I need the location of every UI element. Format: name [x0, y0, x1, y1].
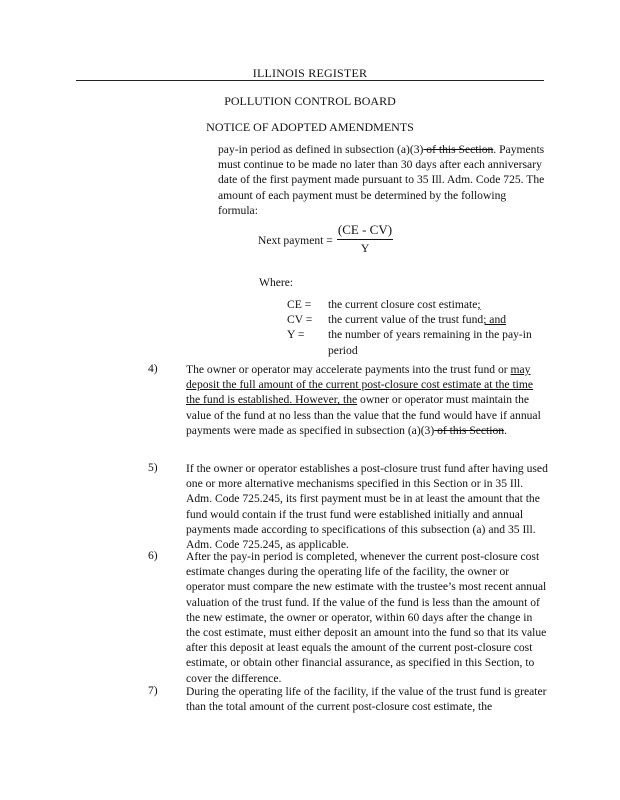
- definition-inserted: ; and: [483, 313, 507, 327]
- cont-text-1: pay-in period as defined in subsection (a)(3): [218, 143, 424, 156]
- formula-denominator: Y: [360, 242, 370, 255]
- formula-label: Next payment =: [258, 234, 333, 247]
- fraction-bar: [337, 239, 393, 240]
- definition-text: [328, 312, 557, 327]
- register-title: ILLINOIS REGISTER: [252, 66, 368, 80]
- notice-title: NOTICE OF ADOPTED AMENDMENTS: [206, 120, 414, 134]
- board-title: POLLUTION CONTROL BOARD: [224, 94, 396, 108]
- item-text: The owner or operator may accelerate payments into the trust fund or: [186, 363, 511, 376]
- definition-text-main: the current closure cost estimate: [328, 298, 478, 311]
- definition-text: [328, 297, 557, 312]
- formula-numerator: (CE - CV): [337, 222, 393, 237]
- definition-row: [287, 327, 557, 357]
- item-paragraph: If the owner or operator establishes a post-closure trust fund after having used one or more alternative mechanisms specified in this Section or in 35 Ill. Adm. Code 725.245, its first payment must be in at least the amount that the fund would contain if the trust fund were established initially and annual payments made according to specifications of this subsection (a) and 35 Ill. Adm. Code 725.245, as applicable.: [186, 462, 548, 552]
- definitions-list: [287, 297, 557, 358]
- item-paragraph: After the pay-in period is completed, whenever the current post-closure cost estimate changes during the operating life of the facility, the owner or operator must compare the new estimate with the trustee’s most recent annual valuation of the trust fund. If the value of the fund is less than the amount of the new estimate, the owner or operator, within 60 days after the change in the cost estimate, must either deposit an amount into the fund so that its value after this deposit at least equals the amount of the current post-closure cost estimate, or obtain other financial assurance, as specified in this Section, to cover the difference.: [186, 550, 547, 685]
- definition-text: [328, 327, 557, 357]
- definition-text-main: the current value of the trust fund: [328, 313, 484, 327]
- item-deleted-text: of this Section: [434, 423, 505, 437]
- definition-inserted: ;: [477, 298, 481, 311]
- definition-row: [287, 312, 557, 327]
- item-number: 7): [148, 684, 158, 697]
- cont-deleted-text: of this Section: [423, 143, 494, 156]
- where-label: Where:: [259, 276, 294, 289]
- continued-paragraph: [218, 142, 548, 218]
- item-paragraph: [186, 362, 548, 438]
- definition-text-main: the number of years remaining in the pay-in period: [328, 328, 532, 357]
- definition-symbol: CV =: [287, 313, 313, 327]
- definition-symbol: Y =: [287, 328, 305, 342]
- item-inserted-text: may deposit the full amount of the current post-closure cost estimate at the time the fund is established. However, the: [186, 363, 534, 407]
- definition-symbol: CE =: [287, 298, 312, 311]
- item-paragraph: During the operating life of the facility, if the value of the trust fund is greater than the total amount of the current post-closure cost estimate, the: [186, 685, 547, 714]
- cont-text-2: . Payments must continue to be made no later than 30 days after each anniversary date of the first payment made pursuant to 35 Ill. Adm. Code 725. The amount of each payment must be determined by the following formula:: [218, 143, 545, 217]
- item-text: owner or operator must maintain the value of the fund at no less than the value that the fund would have if annual payments were made as specified in subsection (a)(3): [186, 393, 541, 437]
- definition-row: [287, 297, 557, 312]
- item-number: 4): [148, 362, 158, 375]
- item-number: 5): [148, 461, 158, 474]
- item-text: .: [504, 423, 508, 437]
- item-number: 6): [148, 549, 158, 562]
- formula-fraction: [337, 222, 393, 255]
- header-rule: [76, 80, 544, 81]
